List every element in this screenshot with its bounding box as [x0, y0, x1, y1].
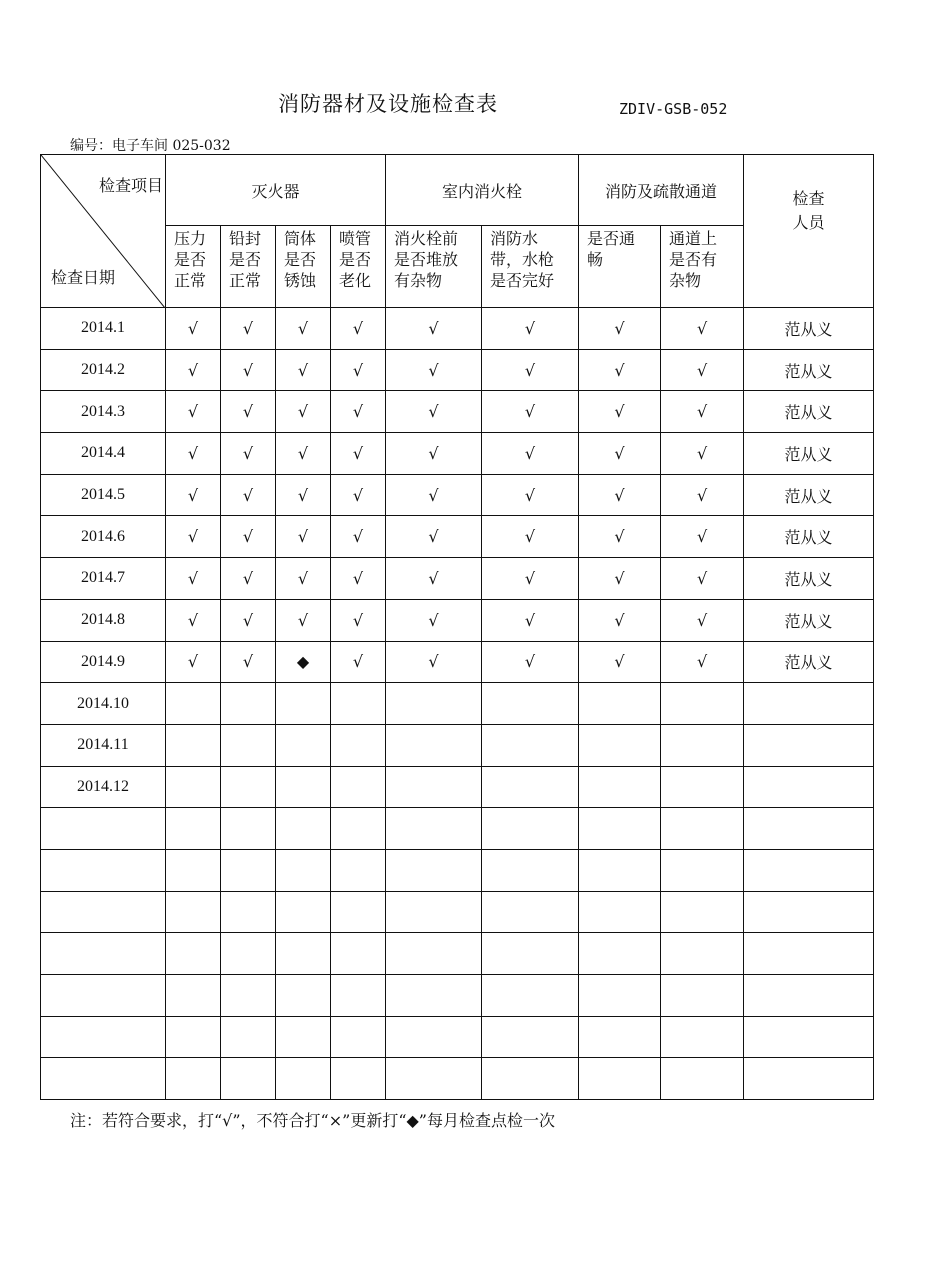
check-mark-cell	[579, 683, 661, 725]
sub-header-line: 压力	[174, 229, 207, 248]
document-code: ZDIV-GSB-052	[619, 100, 728, 118]
sub-header-line: 是否	[284, 250, 317, 269]
check-mark-cell: √	[579, 308, 661, 350]
sub-header-3	[331, 226, 386, 308]
check-mark-cell	[166, 724, 221, 766]
group-header-passage: 消防及疏散通道	[579, 155, 744, 226]
check-mark-cell: √	[276, 433, 331, 475]
check-mark-cell	[166, 933, 221, 975]
inspector-cell: 范从义	[744, 349, 874, 391]
check-mark-cell	[661, 766, 744, 808]
inspector-cell: 范从义	[744, 599, 874, 641]
check-mark-cell: √	[661, 308, 744, 350]
date-cell	[41, 849, 166, 891]
date-cell: 2014.11	[41, 724, 166, 766]
check-mark-cell: √	[386, 474, 482, 516]
check-mark-cell: √	[661, 516, 744, 558]
check-mark-cell	[482, 808, 579, 850]
check-mark-cell	[482, 766, 579, 808]
check-mark-cell: √	[166, 641, 221, 683]
check-mark-cell	[661, 933, 744, 975]
check-mark-cell	[661, 975, 744, 1017]
check-mark-cell	[579, 808, 661, 850]
check-mark-cell: √	[276, 308, 331, 350]
check-mark-cell	[386, 724, 482, 766]
check-mark-cell: √	[276, 391, 331, 433]
check-mark-cell	[661, 1016, 744, 1058]
check-mark-cell: √	[166, 516, 221, 558]
sub-header-line: 带，水枪	[490, 250, 555, 269]
date-cell: 2014.5	[41, 474, 166, 516]
check-mark-cell	[661, 891, 744, 933]
check-mark-cell: √	[482, 308, 579, 350]
check-mark-cell	[661, 1058, 744, 1100]
date-cell	[41, 808, 166, 850]
check-mark-cell	[386, 849, 482, 891]
check-mark-cell	[386, 1016, 482, 1058]
date-cell	[41, 933, 166, 975]
inspector-cell	[744, 808, 874, 850]
corner-label-items: 检查项目	[98, 176, 163, 195]
check-mark-cell	[221, 891, 276, 933]
check-mark-cell	[166, 1016, 221, 1058]
table-row	[41, 975, 874, 1017]
table-row	[41, 1016, 874, 1058]
check-mark-cell	[221, 1016, 276, 1058]
check-mark-cell	[276, 891, 331, 933]
check-mark-cell: √	[386, 308, 482, 350]
check-mark-cell	[661, 849, 744, 891]
inspector-header-label: 检查人员	[792, 189, 825, 232]
check-mark-cell: √	[331, 558, 386, 600]
sub-header-5	[482, 226, 579, 308]
date-cell: 2014.3	[41, 391, 166, 433]
sub-header-line: 是否通	[587, 229, 636, 248]
footnote: 注：若符合要求，打“√”，不符合打“×”更新打“◆”每月检查点检一次	[70, 1111, 555, 1130]
inspector-cell	[744, 933, 874, 975]
inspector-cell	[744, 1058, 874, 1100]
check-mark-cell: √	[331, 474, 386, 516]
sub-header-line: 是否完好	[490, 271, 555, 290]
check-mark-cell: √	[482, 558, 579, 600]
check-mark-cell: √	[331, 308, 386, 350]
check-mark-cell	[166, 975, 221, 1017]
check-mark-cell	[482, 683, 579, 725]
check-mark-cell: √	[276, 516, 331, 558]
check-mark-cell: √	[482, 516, 579, 558]
sub-header-line: 杂物	[669, 271, 702, 290]
inspector-cell	[744, 849, 874, 891]
date-cell: 2014.10	[41, 683, 166, 725]
check-mark-cell	[331, 766, 386, 808]
inspector-cell: 范从义	[744, 474, 874, 516]
check-mark-cell	[221, 724, 276, 766]
check-mark-cell	[482, 1016, 579, 1058]
sub-header-line: 是否	[174, 250, 207, 269]
check-mark-cell	[579, 975, 661, 1017]
check-mark-cell	[579, 724, 661, 766]
check-mark-cell: √	[166, 308, 221, 350]
check-mark-cell	[166, 766, 221, 808]
check-mark-cell	[276, 975, 331, 1017]
check-mark-cell: √	[579, 433, 661, 475]
table-row	[41, 641, 874, 683]
inspector-cell	[744, 1016, 874, 1058]
check-mark-cell	[221, 683, 276, 725]
table-row	[41, 391, 874, 433]
check-mark-cell	[331, 808, 386, 850]
check-mark-cell	[482, 1058, 579, 1100]
check-mark-cell: √	[482, 349, 579, 391]
group-header-extinguisher: 灭火器	[166, 155, 386, 226]
sub-header-line: 锈蚀	[284, 271, 317, 290]
table-row	[41, 433, 874, 475]
table-row	[41, 724, 874, 766]
check-mark-cell: √	[579, 474, 661, 516]
check-mark-cell	[482, 849, 579, 891]
table-row	[41, 1058, 874, 1100]
check-mark-cell: √	[331, 599, 386, 641]
check-mark-cell	[661, 683, 744, 725]
date-cell: 2014.1	[41, 308, 166, 350]
check-mark-cell	[276, 683, 331, 725]
check-mark-cell	[276, 849, 331, 891]
check-mark-cell	[331, 1016, 386, 1058]
check-mark-cell	[579, 933, 661, 975]
check-mark-cell	[276, 933, 331, 975]
date-cell: 2014.4	[41, 433, 166, 475]
check-mark-cell	[276, 766, 331, 808]
date-cell	[41, 1058, 166, 1100]
check-mark-cell: √	[221, 641, 276, 683]
check-mark-cell	[276, 808, 331, 850]
sub-header-line: 是否	[229, 250, 262, 269]
sub-header-2	[276, 226, 331, 308]
check-mark-cell: √	[579, 391, 661, 433]
table-row	[41, 558, 874, 600]
table-row	[41, 474, 874, 516]
check-mark-cell	[331, 891, 386, 933]
check-mark-cell: √	[661, 599, 744, 641]
table-row	[41, 308, 874, 350]
date-cell: 2014.6	[41, 516, 166, 558]
check-mark-cell	[482, 891, 579, 933]
check-mark-cell: √	[661, 433, 744, 475]
check-mark-cell: √	[276, 558, 331, 600]
check-mark-cell: √	[221, 391, 276, 433]
check-mark-cell: √	[661, 558, 744, 600]
table-row	[41, 766, 874, 808]
check-mark-cell	[221, 766, 276, 808]
check-mark-cell: √	[166, 391, 221, 433]
check-mark-cell: √	[166, 474, 221, 516]
check-mark-cell: √	[386, 599, 482, 641]
sub-header-line: 老化	[339, 271, 372, 290]
check-mark-cell: √	[166, 558, 221, 600]
check-mark-cell: √	[386, 516, 482, 558]
check-mark-cell	[386, 975, 482, 1017]
check-mark-cell: √	[221, 474, 276, 516]
document-number: 编号：电子车间 025-032	[70, 138, 231, 154]
check-mark-cell: √	[276, 599, 331, 641]
sub-header-line: 是否有	[669, 250, 718, 269]
header-row-groups	[41, 155, 874, 226]
check-mark-cell	[482, 933, 579, 975]
check-mark-cell	[579, 766, 661, 808]
check-mark-cell: √	[579, 641, 661, 683]
check-mark-cell	[221, 1058, 276, 1100]
table-row	[41, 349, 874, 391]
date-cell: 2014.8	[41, 599, 166, 641]
check-mark-cell: √	[386, 391, 482, 433]
sub-header-line: 是否堆放	[394, 250, 459, 269]
check-mark-cell	[331, 849, 386, 891]
check-mark-cell	[166, 891, 221, 933]
table-row	[41, 849, 874, 891]
sub-header-line: 通道上	[669, 229, 718, 248]
sub-header-line: 筒体	[284, 229, 317, 248]
check-mark-cell: √	[166, 599, 221, 641]
check-mark-cell	[386, 1058, 482, 1100]
check-mark-cell: √	[276, 349, 331, 391]
inspector-cell: 范从义	[744, 641, 874, 683]
sub-header-line: 畅	[587, 250, 604, 269]
sub-header-1	[221, 226, 276, 308]
date-cell	[41, 1016, 166, 1058]
sub-header-line: 铅封	[229, 229, 262, 248]
check-mark-cell: √	[166, 349, 221, 391]
check-mark-cell	[331, 1058, 386, 1100]
date-cell: 2014.12	[41, 766, 166, 808]
check-mark-cell	[166, 808, 221, 850]
check-mark-cell: √	[386, 433, 482, 475]
table-row	[41, 808, 874, 850]
table-row	[41, 891, 874, 933]
inspector-cell	[744, 975, 874, 1017]
table-row	[41, 933, 874, 975]
check-mark-cell: √	[482, 433, 579, 475]
check-mark-cell	[579, 849, 661, 891]
check-mark-cell: √	[482, 641, 579, 683]
inspector-cell: 范从义	[744, 516, 874, 558]
check-mark-cell: √	[331, 391, 386, 433]
check-mark-cell	[331, 975, 386, 1017]
sub-header-line: 正常	[174, 271, 207, 290]
check-mark-cell: √	[221, 558, 276, 600]
check-mark-cell: √	[482, 599, 579, 641]
inspector-cell	[744, 724, 874, 766]
inspector-cell	[744, 683, 874, 725]
check-mark-cell: √	[661, 349, 744, 391]
check-mark-cell: √	[386, 641, 482, 683]
check-mark-cell	[386, 683, 482, 725]
check-mark-cell	[482, 975, 579, 1017]
check-mark-cell	[386, 766, 482, 808]
check-mark-cell: √	[386, 349, 482, 391]
sub-header-0	[166, 226, 221, 308]
inspector-cell: 范从义	[744, 308, 874, 350]
corner-label-date: 检查日期	[51, 268, 116, 287]
table-row	[41, 599, 874, 641]
corner-header-cell	[41, 155, 166, 308]
inspector-cell	[744, 766, 874, 808]
sub-header-line: 喷管	[339, 229, 372, 248]
check-mark-cell	[386, 891, 482, 933]
date-cell	[41, 891, 166, 933]
check-mark-cell: √	[331, 516, 386, 558]
check-mark-cell: √	[579, 349, 661, 391]
check-mark-cell: √	[482, 474, 579, 516]
check-mark-cell	[331, 683, 386, 725]
check-mark-cell	[276, 1016, 331, 1058]
group-header-hydrant: 室内消火栓	[386, 155, 579, 226]
check-mark-cell: √	[221, 516, 276, 558]
check-mark-cell	[221, 849, 276, 891]
date-cell: 2014.2	[41, 349, 166, 391]
date-cell: 2014.7	[41, 558, 166, 600]
check-mark-cell: √	[579, 558, 661, 600]
check-mark-cell	[221, 808, 276, 850]
sub-header-4	[386, 226, 482, 308]
sub-header-line: 消火栓前	[394, 229, 459, 248]
check-mark-cell: √	[661, 641, 744, 683]
sub-header-line: 是否	[339, 250, 372, 269]
check-mark-cell	[386, 808, 482, 850]
date-cell	[41, 975, 166, 1017]
check-mark-cell	[579, 1058, 661, 1100]
check-mark-cell: √	[221, 599, 276, 641]
check-mark-cell: √	[661, 391, 744, 433]
check-mark-cell	[579, 1016, 661, 1058]
check-mark-cell	[331, 724, 386, 766]
check-mark-cell	[276, 1058, 331, 1100]
diamond-mark-cell: ◆	[276, 641, 331, 683]
page-title: 消防器材及设施检查表	[278, 92, 498, 116]
check-mark-cell: √	[221, 308, 276, 350]
inspector-cell	[744, 891, 874, 933]
sub-header-line: 消防水	[490, 229, 539, 248]
check-mark-cell: √	[276, 474, 331, 516]
check-mark-cell	[386, 933, 482, 975]
table-row	[41, 683, 874, 725]
check-mark-cell	[166, 683, 221, 725]
check-mark-cell: √	[331, 641, 386, 683]
sub-header-6	[579, 226, 661, 308]
check-mark-cell	[661, 724, 744, 766]
sub-header-7	[661, 226, 744, 308]
check-mark-cell	[166, 849, 221, 891]
check-mark-cell: √	[221, 433, 276, 475]
check-mark-cell	[482, 724, 579, 766]
check-mark-cell	[331, 933, 386, 975]
sub-header-line: 有杂物	[394, 271, 443, 290]
inspector-cell: 范从义	[744, 558, 874, 600]
check-mark-cell: √	[579, 599, 661, 641]
sub-header-line: 正常	[229, 271, 262, 290]
check-mark-cell: √	[221, 349, 276, 391]
check-mark-cell: √	[579, 516, 661, 558]
inspector-header	[744, 155, 874, 308]
check-mark-cell: √	[166, 433, 221, 475]
check-mark-cell: √	[661, 474, 744, 516]
inspection-table	[40, 154, 874, 1100]
check-mark-cell	[276, 724, 331, 766]
inspector-cell: 范从义	[744, 391, 874, 433]
inspector-cell: 范从义	[744, 433, 874, 475]
table-row	[41, 516, 874, 558]
check-mark-cell	[661, 808, 744, 850]
check-mark-cell: √	[386, 558, 482, 600]
check-mark-cell	[221, 975, 276, 1017]
check-mark-cell: √	[331, 433, 386, 475]
check-mark-cell	[579, 891, 661, 933]
check-mark-cell	[221, 933, 276, 975]
check-mark-cell	[166, 1058, 221, 1100]
date-cell: 2014.9	[41, 641, 166, 683]
check-mark-cell: √	[482, 391, 579, 433]
check-mark-cell: √	[331, 349, 386, 391]
